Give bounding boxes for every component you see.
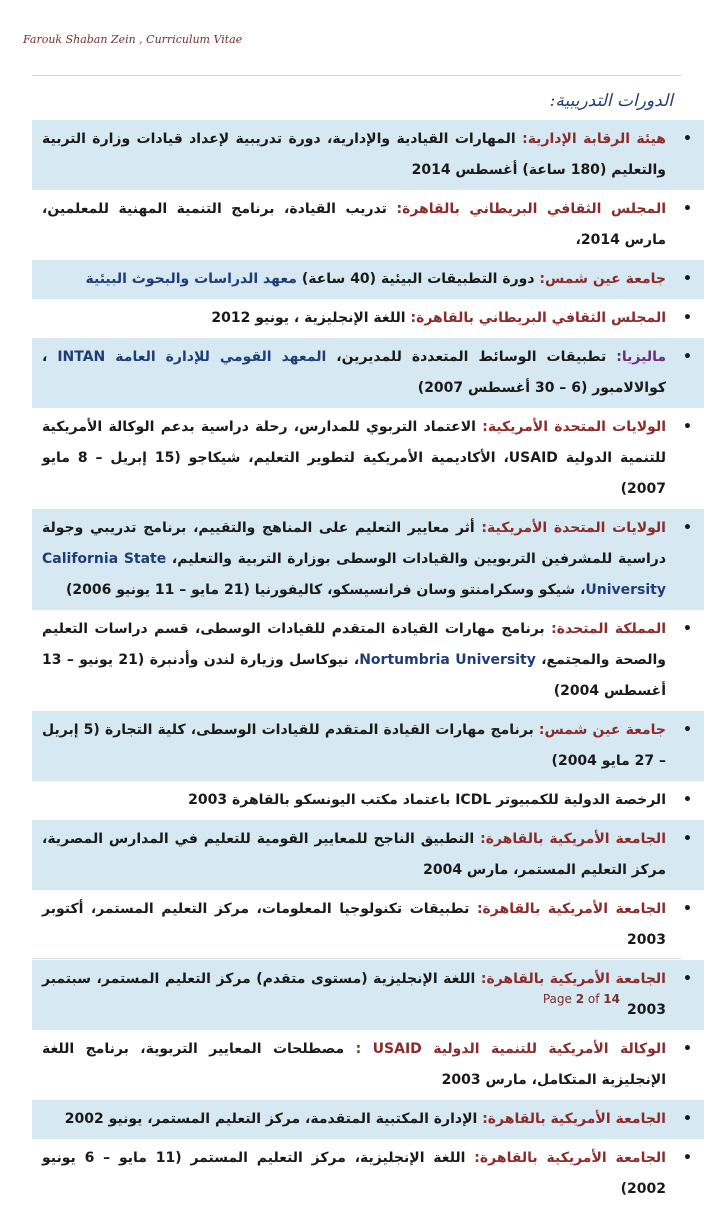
list-item <box>32 1030 704 1100</box>
bullet-icon: • <box>683 1150 692 1166</box>
item-organization: هيئة الرقابة الإدارية: <box>522 131 666 147</box>
list-item <box>32 260 704 299</box>
bullet-icon: • <box>683 201 692 217</box>
item-text: الإدارة المكتبية المتقدمة، مركز التعليم المستمر، يونيو 2002 <box>64 1111 483 1127</box>
item-text: تطبيقات تكنولوجيا المعلومات، مركز التعليم المستمر، أكتوبر 2003 <box>42 901 666 948</box>
bullet-icon: • <box>683 971 692 987</box>
item-text: المهارات القيادية والإدارية، دورة تدريبية لإعداد قيادات وزارة التربية والتعليم (180 ساعة) أغسطس 2014 <box>42 131 666 178</box>
item-highlight: معهد الدراسات والبحوث البيئية <box>85 271 302 287</box>
item-text: تطبيقات الوسائط المتعددة للمديرين، <box>326 349 617 365</box>
item-highlight: California State University <box>42 551 666 598</box>
bullet-icon: • <box>683 792 692 808</box>
item-organization: الجامعة الأمريكية بالقاهرة: <box>480 971 666 987</box>
item-text: دورة التطبيقات البيئية (40 ساعة) <box>301 271 540 287</box>
item-tail: ، شيكو وسكرامنتو وسان فرانسيسكو، كاليفورنيا (21 مايو – 11 يونيو 2006) <box>66 582 586 598</box>
section-title: الدورات التدريبية: <box>549 91 673 111</box>
item-highlight: المعهد القومي للإدارة العامة INTAN <box>57 349 327 365</box>
bullet-icon: • <box>683 901 692 917</box>
list-item <box>32 1139 704 1209</box>
bullet-icon: • <box>683 621 692 637</box>
bullet-icon: • <box>683 831 692 847</box>
item-text: الاعتماد التربوي للمدارس، رحلة دراسية بدعم الوكالة الأمريكية للتنمية الدولية USAID، الأكاديمية الأمريكية لتطوير التعليم، شيكاجو (15 إبريل – 8 مايو 2007) <box>42 419 666 497</box>
list-item <box>32 408 704 509</box>
of-label: of <box>587 992 600 1006</box>
item-organization: الجامعة الأمريكية بالقاهرة: <box>480 831 666 847</box>
bullet-icon: • <box>683 722 692 738</box>
item-organization: الجامعة الأمريكية بالقاهرة: <box>476 901 666 917</box>
item-text: برنامج مهارات القيادة المتقدم للقيادات الوسطى، كلية التجارة (5 إبريل – 27 مايو 2004) <box>42 722 666 769</box>
list-item <box>32 120 704 190</box>
item-organization: الوكالة الأمريكية للتنمية الدولية USAID : <box>355 1041 666 1057</box>
item-text: برنامج مهارات القيادة المتقدم للقيادات الوسطى، قسم دراسات التعليم والصحة والمجتمع، <box>42 621 666 668</box>
page-number <box>543 992 620 1006</box>
total-pages: 14 <box>603 992 620 1006</box>
bullet-icon: • <box>683 1041 692 1057</box>
item-text: اللغة الإنجليزية ، يونيو 2012 <box>211 310 411 326</box>
footer-divider <box>32 958 681 959</box>
page-label: Page <box>542 992 572 1006</box>
item-organization: المملكة المتحدة: <box>551 621 667 637</box>
item-text: أثر معايير التعليم على المناهج والتقييم، برنامج تدريبي وجولة دراسية للمشرفين التربويين والقيادات الوسطى بوزارة التربية والتعليم، <box>42 520 666 567</box>
list-item <box>32 610 704 711</box>
item-organization: جامعة عين شمس: <box>539 271 666 287</box>
item-text: مصطلحات المعايير التربوية، برنامج اللغة الإنجليزية المتكامل، مارس 2003 <box>42 1041 666 1088</box>
item-text: الرخصة الدولية للكمبيوتر ICDL باعتماد مكتب اليونسكو بالقاهرة 2003 <box>188 792 666 808</box>
bullet-icon: • <box>683 419 692 435</box>
training-courses-list <box>32 120 704 1209</box>
item-organization: الجامعة الأمريكية بالقاهرة: <box>474 1150 666 1166</box>
item-organization: المجلس الثقافي البريطاني بالقاهرة: <box>410 310 666 326</box>
bullet-icon: • <box>683 1111 692 1127</box>
item-organization: جامعة عين شمس: <box>538 722 666 738</box>
list-item <box>32 509 704 610</box>
bullet-icon: • <box>683 310 692 326</box>
current-page: 2 <box>575 992 585 1006</box>
list-item <box>32 711 704 781</box>
bullet-icon: • <box>683 271 692 287</box>
list-item <box>32 338 704 408</box>
bullet-icon: • <box>683 520 692 536</box>
item-highlight: Nortumbria University <box>359 652 536 668</box>
item-organization: الولايات المتحدة الأمريكية: <box>481 520 666 536</box>
item-organization: ماليزيا: <box>616 349 666 365</box>
item-tail: ، نيوكاسل وزيارة لندن وأدنبرة (21 يونيو – 13 أغسطس 2004) <box>42 652 666 699</box>
item-text: اللغة الإنجليزية (مستوى متقدم) مركز التعليم المستمر، سبتمبر 2003 <box>42 971 666 1018</box>
item-tail: ، كوالالامبور (6 – 30 أغسطس 2007) <box>42 349 666 396</box>
bullet-icon: • <box>683 349 692 365</box>
list-item <box>32 190 704 260</box>
bullet-icon: • <box>683 131 692 147</box>
list-item <box>32 299 704 338</box>
list-item <box>32 781 704 820</box>
item-text: تدريب القيادة، برنامج التنمية المهنية للمعلمين، مارس 2014، <box>42 201 666 248</box>
item-text: التطبيق الناجح للمعايير القومية للتعليم في المدارس المصرية، مركز التعليم المستمر، مارس 2004 <box>42 831 666 878</box>
item-text: اللغة الإنجليزية، مركز التعليم المستمر (11 مايو – 6 يونيو 2002) <box>42 1150 666 1197</box>
header-divider <box>32 75 681 76</box>
list-item <box>32 890 704 960</box>
item-organization: الجامعة الأمريكية بالقاهرة: <box>482 1111 666 1127</box>
list-item <box>32 1100 704 1139</box>
list-item <box>32 820 704 890</box>
document-header: Farouk Shaban Zein , Curriculum Vitae <box>23 33 243 46</box>
item-organization: المجلس الثقافي البريطاني بالقاهرة: <box>396 201 666 217</box>
item-organization: الولايات المتحدة الأمريكية: <box>482 419 666 435</box>
